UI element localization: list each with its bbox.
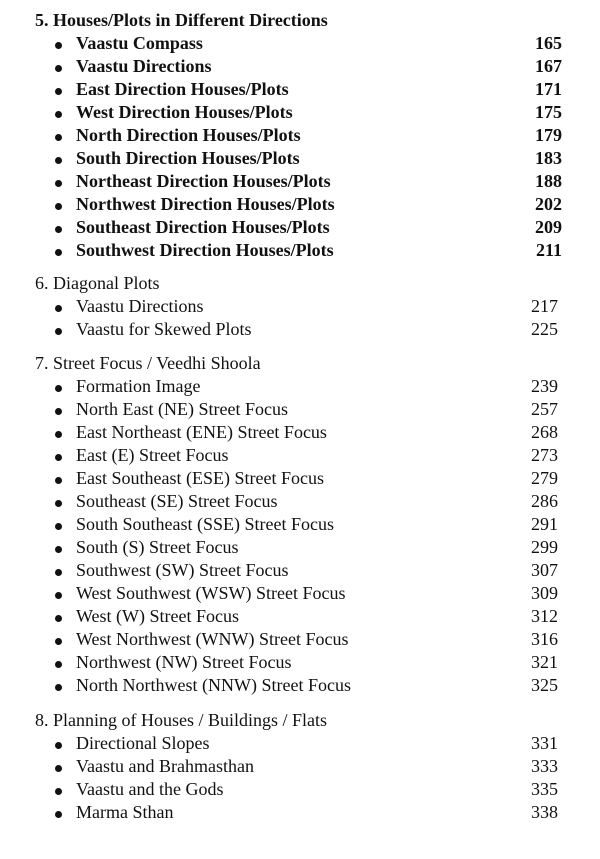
entry-label: East Northeast (ENE) Street Focus [76, 422, 327, 442]
toc-entry [0, 239, 600, 262]
entry-label: North Direction Houses/Plots [76, 125, 301, 145]
entry-label: South Direction Houses/Plots [76, 148, 300, 168]
entry-page-number: 165 [535, 33, 562, 53]
entry-label: South (S) Street Focus [76, 537, 239, 557]
toc-entry [0, 628, 600, 651]
entry-label: Vaastu and the Gods [76, 779, 224, 799]
entry-page-number: 175 [535, 102, 562, 122]
entry-label: South Southeast (SSE) Street Focus [76, 514, 335, 534]
toc-entry [0, 147, 600, 170]
entry-page-number: 321 [531, 652, 558, 672]
section-title: 8. Planning of Houses / Buildings / Flats [35, 710, 328, 730]
entry-label: Southeast (SE) Street Focus [76, 491, 278, 511]
bullet-icon [55, 385, 62, 392]
toc-entry [0, 582, 600, 605]
toc-entry [0, 801, 600, 824]
bullet-icon [55, 569, 62, 576]
section-title: 5. Houses/Plots in Different Directions [35, 10, 328, 30]
bullet-icon [55, 546, 62, 553]
bullet-icon [55, 226, 62, 233]
entry-page-number: 312 [531, 606, 558, 626]
entry-label: Southwest Direction Houses/Plots [76, 240, 334, 260]
bullet-icon [55, 157, 62, 164]
entry-page-number: 257 [531, 399, 558, 419]
bullet-icon [55, 408, 62, 415]
entry-label: Formation Image [76, 376, 201, 396]
entry-label: Vaastu Compass [76, 33, 203, 53]
toc-entry [0, 559, 600, 582]
bullet-icon [55, 592, 62, 599]
entry-label: Southwest (SW) Street Focus [76, 560, 289, 580]
toc-entry [0, 536, 600, 559]
entry-page-number: 209 [535, 217, 562, 237]
toc-entry [0, 318, 600, 341]
entry-page-number: 331 [531, 733, 558, 753]
bullet-icon [55, 765, 62, 772]
toc-entry [0, 32, 600, 55]
bullet-icon [55, 305, 62, 312]
toc-entry [0, 674, 600, 697]
entry-page-number: 316 [531, 629, 558, 649]
entry-label: North Northwest (NNW) Street Focus [76, 675, 351, 695]
bullet-icon [55, 203, 62, 210]
bullet-icon [55, 454, 62, 461]
toc-entry [0, 216, 600, 239]
bullet-icon [55, 249, 62, 256]
entry-page-number: 338 [531, 802, 558, 822]
entry-label: West Northwest (WNW) Street Focus [76, 629, 349, 649]
toc-entry [0, 101, 600, 124]
entry-page-number: 225 [531, 319, 558, 339]
entry-page-number: 279 [531, 468, 558, 488]
entry-label: West Direction Houses/Plots [76, 102, 293, 122]
toc-entry [0, 778, 600, 801]
entry-page-number: 291 [531, 514, 558, 534]
section-title: 6. Diagonal Plots [35, 273, 160, 293]
bullet-icon [55, 500, 62, 507]
entry-page-number: 309 [531, 583, 558, 603]
toc-entry [0, 651, 600, 674]
bullet-icon [55, 742, 62, 749]
bullet-icon [55, 328, 62, 335]
bullet-icon [55, 431, 62, 438]
bullet-icon [55, 477, 62, 484]
entry-page-number: 273 [531, 445, 558, 465]
toc-entry [0, 398, 600, 421]
entry-page-number: 307 [531, 560, 558, 580]
entry-page-number: 188 [535, 171, 562, 191]
entry-page-number: 171 [535, 79, 562, 99]
toc-entry [0, 732, 600, 755]
toc-entry [0, 421, 600, 444]
entry-label: Northeast Direction Houses/Plots [76, 171, 331, 191]
bullet-icon [55, 638, 62, 645]
toc-entry [0, 55, 600, 78]
bullet-icon [55, 42, 62, 49]
toc-entry [0, 78, 600, 101]
bullet-icon [55, 661, 62, 668]
entry-page-number: 268 [531, 422, 558, 442]
entry-page-number: 286 [531, 491, 558, 511]
bullet-icon [55, 523, 62, 530]
entry-label: Vaastu Directions [76, 296, 204, 316]
toc-entry [0, 193, 600, 216]
entry-page-number: 179 [535, 125, 562, 145]
entry-page-number: 299 [531, 537, 558, 557]
entry-label: West (W) Street Focus [76, 606, 240, 626]
entry-label: West Southwest (WSW) Street Focus [76, 583, 346, 603]
entry-label: Vaastu for Skewed Plots [76, 319, 252, 339]
bullet-icon [55, 684, 62, 691]
bullet-icon [55, 111, 62, 118]
entry-page-number: 167 [535, 56, 562, 76]
bullet-icon [55, 88, 62, 95]
toc-entry [0, 513, 600, 536]
bullet-icon [55, 811, 62, 818]
entry-label: Vaastu Directions [76, 56, 212, 76]
toc-entry [0, 755, 600, 778]
entry-page-number: 333 [531, 756, 558, 776]
entry-page-number: 335 [531, 779, 558, 799]
entry-label: Directional Slopes [76, 733, 210, 753]
bullet-icon [55, 65, 62, 72]
toc-entry [0, 375, 600, 398]
entry-label: Southeast Direction Houses/Plots [76, 217, 330, 237]
toc-entry [0, 467, 600, 490]
entry-label: Marma Sthan [76, 802, 174, 822]
toc-entry [0, 124, 600, 147]
entry-label: East (E) Street Focus [76, 445, 229, 465]
toc-entry [0, 170, 600, 193]
entry-page-number: 239 [531, 376, 558, 396]
bullet-icon [55, 615, 62, 622]
entry-label: North East (NE) Street Focus [76, 399, 288, 419]
bullet-icon [55, 788, 62, 795]
entry-label: Vaastu and Brahmasthan [76, 756, 254, 776]
toc-entry [0, 605, 600, 628]
toc-entry [0, 295, 600, 318]
entry-label: East Direction Houses/Plots [76, 79, 289, 99]
entry-label: Northwest (NW) Street Focus [76, 652, 292, 672]
entry-page-number: 217 [531, 296, 558, 316]
entry-page-number: 183 [535, 148, 562, 168]
bullet-icon [55, 134, 62, 141]
entry-label: Northwest Direction Houses/Plots [76, 194, 335, 214]
section-title: 7. Street Focus / Veedhi Shoola [35, 353, 261, 373]
entry-label: East Southeast (ESE) Street Focus [76, 468, 324, 488]
entry-page-number: 325 [531, 675, 558, 695]
bullet-icon [55, 180, 62, 187]
entry-page-number: 211 [535, 240, 562, 260]
toc-entry [0, 490, 600, 513]
toc-entry [0, 444, 600, 467]
entry-page-number: 202 [535, 194, 562, 214]
